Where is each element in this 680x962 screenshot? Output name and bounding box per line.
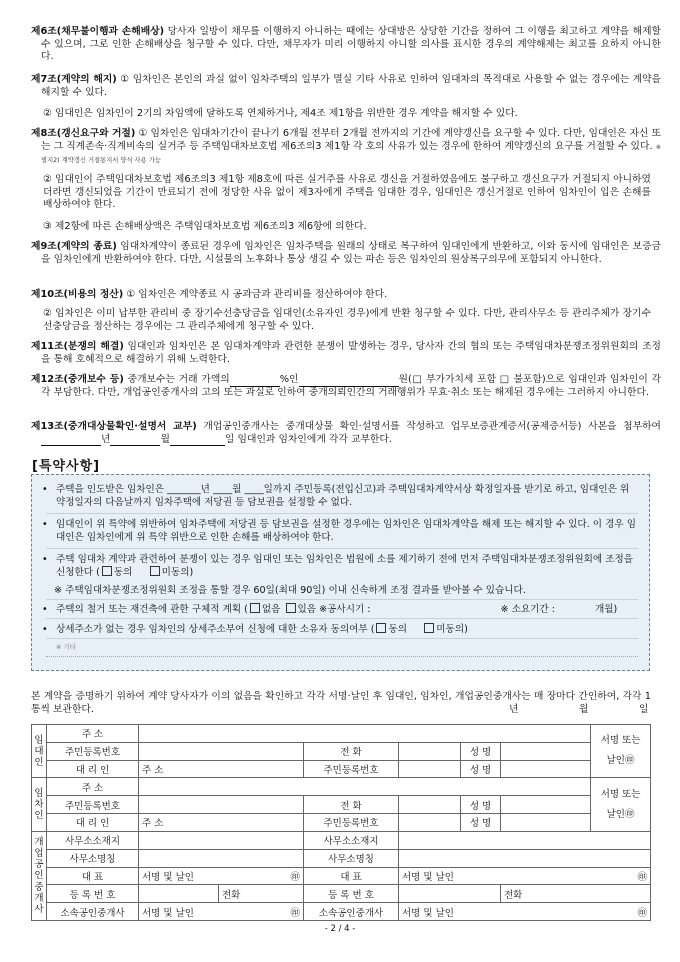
rrn-label: 주민등록번호: [304, 814, 399, 832]
article-7: [31, 74, 661, 99]
seal-label: 날인㊞: [606, 808, 635, 820]
divider: [46, 548, 638, 549]
reg-no-label: 등 록 번 호: [304, 885, 399, 903]
special-item-text: 주택 임대차 계약과 관련하여 분쟁이 있는 경우 임대인 또는 임차인은 법원에 소를 제기하기 전에 먼저 주택임대차분쟁조정위원회에 조정을 신청한다 (: [56, 554, 634, 579]
divider: [46, 638, 638, 639]
agent2-representative-signature[interactable]: [399, 867, 651, 885]
divider: [46, 618, 638, 619]
proxy-address-field[interactable]: [139, 760, 304, 778]
special-item-text: 주택을 인도받은 임차인은 _______년 ____월 ____일까지 주민등록(전입신고)과 주택임대차계약서상 확정일자를 받기로 하고, 임대인은 위 약정일자의 다음날까지 임차주택에 저당권 등 담보권을 설정할 수 없다.: [56, 484, 630, 509]
proxy-rrn-field[interactable]: [399, 814, 461, 832]
bullet-icon: •: [42, 554, 48, 565]
special-item-text: 임대인이 위 특약에 위반하여 임차주택에 저당권 등 담보권을 설정한 경우에는 임차인은 임대차계약을 해제 또는 해지할 수 있다. 이 경우 임대인은 임차인에게 위 특약 위반으로 인한 손해를 배상하여야 한다.: [56, 519, 636, 544]
article-text: 개업공인중개사는 중개대상물 확인·설명서를 작성하고 업무보증관계증서(공제증서등) 사본을 첨부하여: [196, 421, 661, 432]
article-11: [31, 341, 661, 366]
article-text: ① 임차인은 계약종료 시 공과금과 관리비를 정산하여야 한다.: [123, 289, 388, 300]
article-12: [31, 374, 661, 399]
landlord-group: 임대인: [32, 725, 47, 778]
disagree-checkbox[interactable]: [150, 566, 160, 576]
day-label: 일: [224, 433, 235, 445]
special-note-3: ※ 주택임대차분쟁조정위원회 조정을 통할 경우 60일(최대 90일) 이내 신속하게 조정 결과를 받아볼 수 있습니다.: [54, 585, 526, 596]
name-label: 성 명: [461, 760, 501, 778]
special-terms-box: [31, 474, 650, 671]
representative-label: 대 표: [304, 867, 399, 885]
article-title: 제10조(비용의 정산): [31, 289, 124, 300]
bullet-icon: •: [42, 624, 48, 635]
agent2-office-name[interactable]: [399, 849, 651, 867]
article-10-para-2: ② 임차인은 이미 납부한 관리비 중 장기수선충당금을 임대인(소유자인 경우)에게 반환 청구할 수 있다. 다만, 관리사무소 등 관리주체가 장기수선충당금을 정산하는 경우에는 그 관리주체에게 청구할 수 있다.: [43, 308, 651, 332]
bullet-icon: •: [42, 484, 48, 495]
construction-label: ※공사시기 :: [319, 604, 371, 615]
article-7-para-2: ② 임대인은 임차인이 2기의 차임액에 달하도록 연체하거나, 제4조 제1항을 위반한 경우 계약을 해지할 수 있다.: [43, 108, 518, 119]
bullet-icon: •: [42, 604, 48, 615]
month-label: 월: [160, 433, 170, 445]
office-address-label: 사무소소재지: [304, 831, 399, 849]
agent2-office-address[interactable]: [399, 831, 651, 849]
agent1-office-name[interactable]: [139, 849, 304, 867]
proxy-address-label: 주 소: [142, 765, 164, 777]
article-title: 제9조(계약의 종료): [31, 241, 117, 252]
closing-statement: [31, 690, 651, 716]
seal-icon: ㊞: [290, 871, 300, 883]
article-text: 당사자 일방이 채무를 이행하지 아니하는 때에는 상대방은 상당한 기간을 정하여 그 이행을 최고하고 계약을 해제할 수 있으며, 그로 인한 손해배상을 청구할 수 있다. 다만, 채무자가 미리 이행하지 아니할 의사를 표시한 경우의 계약해제는 최고를 요하지 아니한다.: [41, 26, 661, 63]
seal-icon: ㊞: [637, 871, 648, 883]
landlord-phone-field[interactable]: [399, 742, 461, 760]
agent1-phone[interactable]: [219, 885, 304, 903]
sign-seal-label: 서명 및 날인: [142, 907, 194, 919]
sign-seal-label: 서명 및 날인: [402, 871, 454, 883]
special-item-2: [42, 518, 638, 545]
owner-disagree-checkbox[interactable]: [424, 623, 434, 633]
closing-year: 년: [509, 704, 519, 715]
divider: [46, 513, 638, 514]
name-label: 성 명: [461, 742, 501, 760]
special-item-text: 주택의 철거 또는 재건축에 관한 구체적 계획 (: [56, 604, 248, 615]
special-item-5: • 상세주소가 없는 경우 임차인의 상세주소부여 신청에 대한 소유자 동의여부 ( 동의 미동의): [42, 624, 468, 635]
tenant-signature[interactable]: [591, 778, 651, 831]
sign-seal-label: 서명 및 날인: [142, 871, 194, 883]
seal-icon: ㊞: [637, 907, 648, 919]
name-label: 성 명: [461, 814, 501, 832]
exists-label: 있음: [297, 604, 317, 615]
name-label: 성 명: [461, 796, 501, 814]
agent1-affiliated-signature[interactable]: [139, 903, 304, 921]
sign-or-label: 서명 또는: [600, 735, 641, 747]
proxy-rrn-field[interactable]: [399, 760, 461, 778]
affiliated-agent-label: 소속공인중개사: [304, 903, 399, 921]
agent1-reg-no[interactable]: [139, 885, 219, 903]
none-checkbox[interactable]: [250, 603, 260, 613]
article-8-note: ※ 별지2) 계약갱신 거절통지서 양식 사용 가능: [41, 143, 661, 165]
duration-label: ※ 소요기간 :: [500, 604, 555, 615]
article-title: 제11조(분쟁의 해결): [31, 341, 124, 352]
special-item-4: [42, 603, 638, 616]
owner-agree-checkbox[interactable]: [376, 623, 386, 633]
representative-label: 대 표: [47, 867, 139, 885]
office-address-label: 사무소소재지: [47, 831, 139, 849]
tel-label: 전화: [504, 889, 523, 901]
special-terms-title: [특약사항]: [32, 459, 101, 474]
tenant-address-field[interactable]: [139, 778, 591, 796]
months-label: 개월): [594, 604, 618, 615]
article-8-para-2: ② 임대인이 주택임대차보호법 제6조의3 제1항 제8호에 따른 실거주를 사유로 갱신을 거절하였음에도 불구하고 갱신요구가 거절되지 아니하였더라면 갱신되었을 기간이 만료되기 전에 정당한 사유 없이 제3자에게 주택을 임대한 경우, 임대인은 갱신거절로 인하여 임차인이 입은 손해를 배상하여야 한다.: [43, 174, 651, 211]
proxy-address-field[interactable]: [139, 814, 304, 832]
tenant-phone-field[interactable]: [399, 796, 461, 814]
article-10: [31, 289, 661, 302]
article-text: 원(□ 부가가치세 포함 □ 불포함)으로 임대인과 임차인이 각각 부담한다. 다만, 개업공인중개사의 고의 또는 과실로 인하여 중개의뢰인간의 거래행위가 무효·취소 또는 해제된 경우에는 그러하지 아니한다.: [41, 374, 661, 398]
none-label: 없음: [261, 604, 281, 615]
article-8: [31, 128, 661, 168]
address-label: 주 소: [47, 725, 139, 743]
closing-day: 일: [639, 704, 649, 715]
divider: [46, 599, 638, 600]
article-title: 제6조(채무불이행과 손해배상): [31, 26, 165, 37]
agent-group: [32, 831, 47, 920]
agree-checkbox[interactable]: [102, 566, 112, 576]
agent2-reg-no[interactable]: [399, 885, 501, 903]
article-6: [31, 26, 661, 64]
reg-no-label: 등 록 번 호: [47, 885, 139, 903]
closing-month: 월: [579, 704, 589, 715]
bullet-icon: •: [42, 519, 48, 530]
agree-label: 동의: [113, 567, 133, 579]
article-title: 제7조(계약의 해지): [31, 74, 117, 85]
affiliated-agent-label: 소속공인중개사: [47, 903, 139, 921]
divider: [46, 656, 638, 657]
article-9: [31, 241, 661, 266]
agent1-representative-signature[interactable]: [139, 867, 304, 885]
sign-or-label: 서명 또는: [600, 788, 641, 800]
exists-checkbox[interactable]: [286, 603, 296, 613]
article-title: 제12조(중개보수 등): [31, 374, 124, 385]
special-item-3: • 주택 임대차 계약과 관련하여 분쟁이 있는 경우 임대인 또는 임차인은 법원에 소를 제기하기 전에 먼저 주택임대차분쟁조정위원회에 조정을 신청한다 ( 동의 미동의): [42, 554, 634, 579]
article-text: ① 임차인은 임대차기간이 끝나기 6개월 전부터 2개월 전까지의 기간에 계약갱신을 요구할 수 있다. 다만, 임대인은 자신 또는 그 직계존속·직계비속의 실거주 등 주택임대차보호법 제6조의3 제1항 각 호의 사유가 있는 경우에 한하여 계약갱신의 요구를 거절할 수 있다.: [41, 128, 662, 152]
address-label: 주 소: [47, 778, 139, 796]
phone-label: 전 화: [304, 796, 399, 814]
agent1-office-address[interactable]: [139, 831, 304, 849]
landlord-rrn-field[interactable]: [139, 742, 304, 760]
year-blank[interactable]: [41, 445, 101, 446]
tel-label: 전화: [222, 889, 241, 901]
year-label: 년: [101, 433, 111, 445]
proxy-label: 대 리 인: [47, 814, 139, 832]
agent2-phone[interactable]: [501, 885, 651, 903]
disagree-label: 미동의: [161, 567, 190, 579]
landlord-signature[interactable]: [591, 725, 651, 778]
seal-label: 날인㊞: [606, 755, 635, 767]
landlord-address-field[interactable]: [139, 725, 591, 743]
phone-label: 전 화: [304, 742, 399, 760]
signature-table: [31, 724, 651, 921]
office-name-label: 사무소명칭: [47, 849, 139, 867]
agree-label: 동의: [388, 624, 408, 635]
proxy-name-field[interactable]: [501, 814, 591, 832]
article-text: 임대인과 임차인에게 각각 교부한다.: [237, 433, 392, 445]
tenant-group: 임차인: [32, 778, 47, 831]
article-text: 중개보수는 거래 가액의: [123, 374, 230, 385]
landlord-name-field[interactable]: [501, 742, 591, 760]
article-text: %인: [279, 374, 299, 385]
seal-icon: ㊞: [290, 907, 300, 919]
article-text: ① 임차인은 본인의 과실 없이 임차주택의 일부가 멸실 기타 사유로 인하여 임대차의 목적대로 사용할 수 없는 경우에는 계약을 해지할 수 있다.: [41, 74, 661, 98]
other-label: ※ 기타: [56, 643, 77, 651]
proxy-address-label: 주 소: [142, 818, 164, 830]
article-title: 제8조(갱신요구와 거절): [31, 128, 136, 139]
disagree-label: 미동의: [436, 624, 465, 635]
day-blank[interactable]: [170, 445, 225, 446]
sign-seal-label: 서명 및 날인: [402, 907, 454, 919]
special-item-1: [42, 483, 638, 510]
proxy-name-field[interactable]: [501, 760, 591, 778]
office-name-label: 사무소명칭: [304, 849, 399, 867]
tenant-rrn-field[interactable]: [139, 796, 304, 814]
article-text: 임대차계약이 종료된 경우에 임차인은 임차주택을 원래의 상태로 복구하여 임대인에게 반환하고, 이와 동시에 임대인은 보증금을 임차인에게 반환하여야 한다. 다만, 시설물의 노후화나 통상 생길 수 있는 파손 등은 임차인의 원상복구의무에 포함되지 아니한다.: [41, 241, 661, 265]
rrn-label: 주민등록번호: [304, 760, 399, 778]
agent2-affiliated-signature[interactable]: [399, 903, 651, 921]
rrn-label: 주민등록번호: [47, 796, 139, 814]
rrn-label: 주민등록번호: [47, 742, 139, 760]
closing-text: 본 계약을 증명하기 위하여 계약 당사자가 이의 없음을 확인하고 각각 서명·날인 후 임대인, 임차인, 개업공인중개사는 매 장마다 간인하여, 각각 1통씩 보관한다.: [31, 691, 651, 715]
special-item-text: 상세주소가 없는 경우 임차인의 상세주소부여 신청에 대한 소유자 동의여부 (: [56, 624, 375, 635]
month-blank[interactable]: [110, 445, 160, 446]
article-title: 제13조(중개대상물확인·설명서 교부): [31, 421, 197, 432]
article-8-para-3: ③ 제2항에 따른 손해배상액은 주택임대차보호법 제6조의3 제6항에 의한다.: [43, 221, 367, 232]
agent-label: 개업공인중개사: [34, 836, 44, 915]
page-number: - 2 / 4 -: [324, 924, 356, 934]
article-13: [31, 421, 661, 446]
article-text: 임대인과 임차인은 본 임대차계약과 관련한 분쟁이 발생하는 경우, 당사자 간의 협의 또는 주택임대차분쟁조정위원회의 조정을 통해 호혜적으로 해결하기 위해 노력한다.: [41, 341, 661, 365]
proxy-label: 대 리 인: [47, 760, 139, 778]
tenant-name-field[interactable]: [501, 796, 591, 814]
